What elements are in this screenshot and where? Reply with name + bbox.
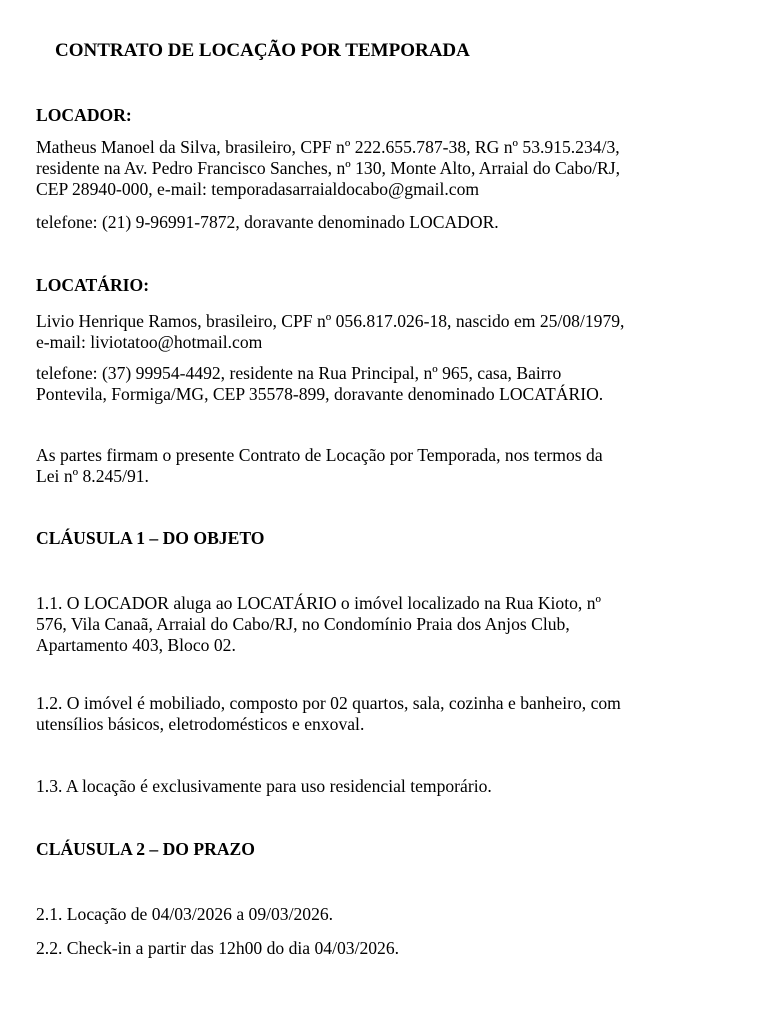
clausula-line: Apartamento 403, Bloco 02. <box>36 635 236 655</box>
clausula-line: 2.2. Check-in a partir das 12h00 do dia 04/03/2026. <box>36 938 400 958</box>
locador-line: CEP 28940-000, e-mail: temporadasarraialdocabo@gmail.com <box>36 179 480 199</box>
clausula-line: utensílios básicos, eletrodomésticos e enxoval. <box>36 714 365 734</box>
locador-phone <box>36 212 736 233</box>
locador-line: residente na Av. Pedro Francisco Sanches, nº 130, Monte Alto, Arraial do Cabo/RJ, <box>36 158 620 178</box>
locatario-line: e-mail: liviotatoo@hotmail.com <box>36 332 263 352</box>
clausula-line: 1.3. A locação é exclusivamente para uso residencial temporário. <box>36 776 492 796</box>
clausula-line: 576, Vila Canaã, Arraial do Cabo/RJ, no Condomínio Praia dos Anjos Club, <box>36 614 570 634</box>
clausula2-heading: CLÁUSULA 2 – DO PRAZO <box>36 839 255 859</box>
locatario-phone <box>36 363 736 405</box>
clausula1-item3 <box>36 776 736 797</box>
clausula-line: 2.1. Locação de 04/03/2026 a 09/03/2026. <box>36 904 334 924</box>
clausula2-item2 <box>36 938 736 959</box>
intro-paragraph <box>36 445 736 487</box>
intro-line: As partes firmam o presente Contrato de Locação por Temporada, nos termos da <box>36 445 603 465</box>
locatario-phone-line: Pontevila, Formiga/MG, CEP 35578-899, doravante denominado LOCATÁRIO. <box>36 384 604 404</box>
clausula2-item1 <box>36 904 736 925</box>
clausula-line: 1.1. O LOCADOR aluga ao LOCATÁRIO o imóvel localizado na Rua Kioto, nº <box>36 593 601 613</box>
clausula-line: 1.2. O imóvel é mobiliado, composto por 02 quartos, sala, cozinha e banheiro, com <box>36 693 621 713</box>
clausula1-item2 <box>36 693 736 735</box>
locatario-line: Livio Henrique Ramos, brasileiro, CPF nº 056.817.026-18, nascido em 25/08/1979, <box>36 311 625 331</box>
locador-details <box>36 137 736 200</box>
intro-line: Lei nº 8.245/91. <box>36 466 149 486</box>
locador-line: Matheus Manoel da Silva, brasileiro, CPF nº 222.655.787-38, RG nº 53.915.234/3, <box>36 137 620 157</box>
document-title: CONTRATO DE LOCAÇÃO POR TEMPORADA <box>55 40 470 61</box>
clausula1-item1 <box>36 593 736 656</box>
locatario-heading: LOCATÁRIO: <box>36 275 150 295</box>
clausula1-heading: CLÁUSULA 1 – DO OBJETO <box>36 528 265 548</box>
locador-heading: LOCADOR: <box>36 105 132 125</box>
locatario-details <box>36 311 736 353</box>
locatario-phone-line: telefone: (37) 99954-4492, residente na Rua Principal, nº 965, casa, Bairro <box>36 363 562 383</box>
locador-phone-line: telefone: (21) 9-96991-7872, doravante denominado LOCADOR. <box>36 212 499 232</box>
